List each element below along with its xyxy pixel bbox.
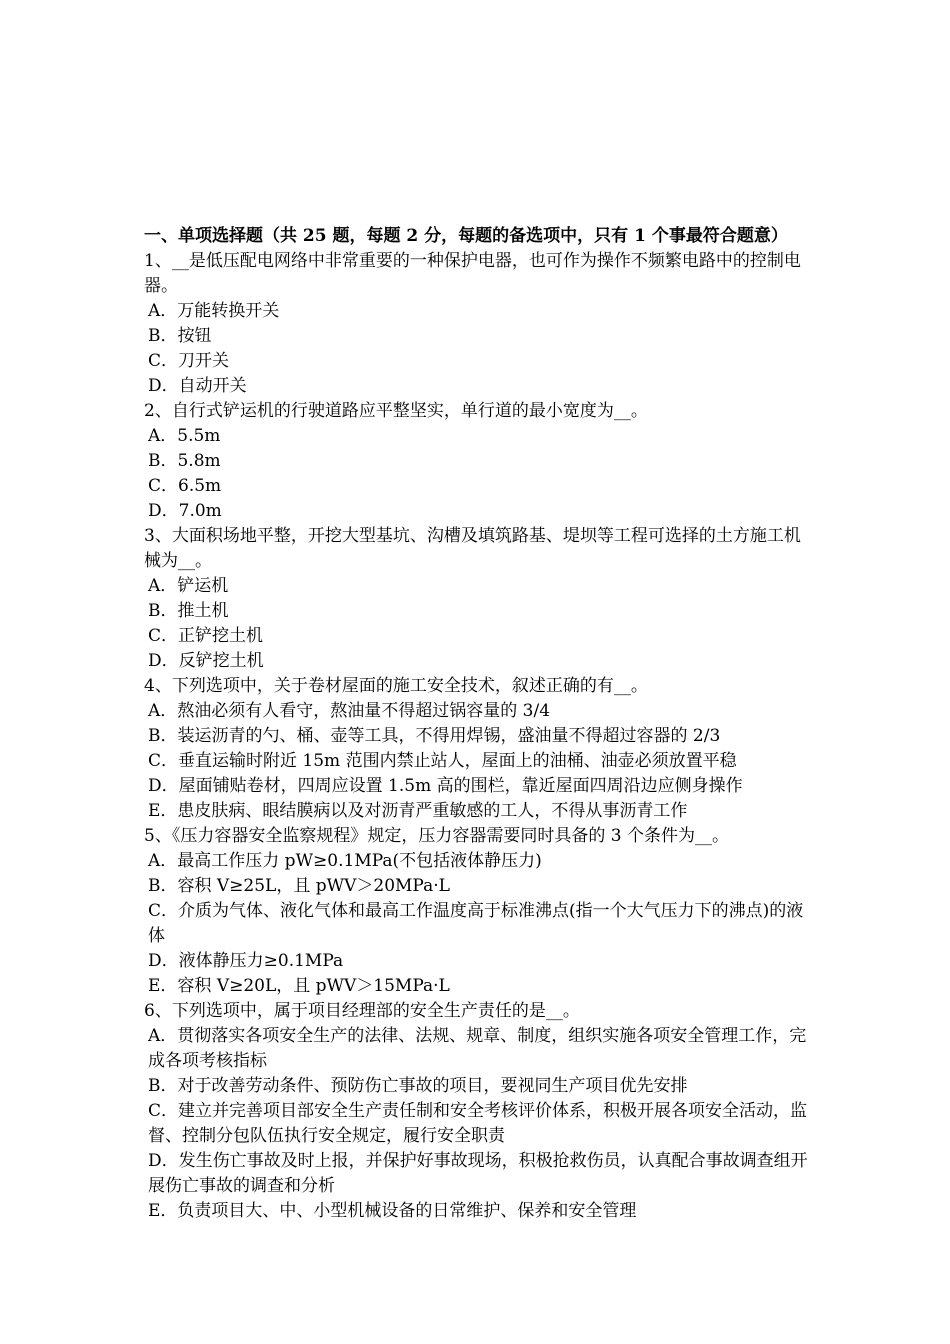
answer-option: E．容积 V≥20L，且 pWV＞15MPa·L	[148, 976, 450, 996]
question-stem: 6、下列选项中，属于项目经理部的安全生产责任的是__。	[144, 1001, 580, 1021]
answer-option: B．按钮	[148, 326, 212, 346]
answer-option: E．患皮肤病、眼结膜病以及对沥青严重敏感的工人，不得从事沥青工作	[148, 801, 688, 821]
answer-option: C．6.5m	[148, 476, 222, 496]
question-block	[144, 399, 810, 524]
question-block	[144, 524, 810, 674]
answer-option: C．刀开关	[148, 351, 230, 371]
question-block	[144, 824, 810, 999]
answer-option: C．建立并完善项目部安全生产责任制和安全考核评价体系，积极开展各项安全活动，监督、控制分包队伍执行安全规定，履行安全职责	[148, 1101, 808, 1146]
answer-option: A．最高工作压力 pW≥0.1MPa(不包括液体静压力)	[148, 851, 542, 871]
question-stem: 3、大面积场地平整，开挖大型基坑、沟槽及填筑路基、堤坝等工程可选择的土方施工机械为__。	[144, 526, 801, 571]
answer-option: D．液体静压力≥0.1MPa	[148, 951, 344, 971]
question-stem: 4、下列选项中，关于卷材屋面的施工安全技术，叙述正确的有__。	[144, 676, 648, 696]
answer-option: A．熬油必须有人看守，熬油量不得超过锅容量的 3/4	[148, 701, 551, 721]
answer-option: D．自动开关	[148, 376, 247, 396]
question-block	[144, 249, 810, 399]
answer-option: B．容积 V≥25L，且 pWV＞20MPa·L	[148, 876, 450, 896]
answer-option: A．万能转换开关	[148, 301, 280, 321]
answer-option: B．推土机	[148, 601, 229, 621]
answer-option: C．垂直运输时附近 15m 范围内禁止站人，屋面上的油桶、油壶必须放置平稳	[148, 751, 737, 771]
answer-option: A．铲运机	[148, 576, 229, 596]
question-block	[144, 674, 810, 824]
answer-option: B．装运沥青的勺、桶、壶等工具，不得用焊锡，盛油量不得超过容器的 2/3	[148, 726, 721, 746]
section-heading: 一、单项选择题（共 25 题，每题 2 分，每题的备选项中，只有 1 个事最符合题意）	[144, 226, 788, 246]
answer-option: A．5.5m	[148, 426, 221, 446]
answer-option: C．正铲挖土机	[148, 626, 264, 646]
question-block	[144, 999, 810, 1224]
question-stem: 5、《压力容器安全监察规程》规定，压力容器需要同时具备的 3 个条件为__。	[144, 826, 729, 846]
answer-option: D．反铲挖土机	[148, 651, 264, 671]
document-body	[144, 224, 810, 1224]
answer-option: E．负责项目大、中、小型机械设备的日常维护、保养和安全管理	[148, 1201, 637, 1221]
answer-option: A．贯彻落实各项安全生产的法律、法规、规章、制度，组织实施各项安全管理工作，完成各项考核指标	[148, 1026, 807, 1071]
answer-option: D．屋面铺贴卷材，四周应设置 1.5m 高的围栏，靠近屋面四周沿边应侧身操作	[148, 776, 743, 796]
answer-option: B．对于改善劳动条件、预防伤亡事故的项目，要视同生产项目优先安排	[148, 1076, 688, 1096]
question-stem: 1、__是低压配电网络中非常重要的一种保护电器，也可作为操作不频繁电路中的控制电器。	[144, 251, 801, 296]
question-stem: 2、自行式铲运机的行驶道路应平整坚实，单行道的最小宽度为__。	[144, 401, 648, 421]
answer-option: D．发生伤亡事故及时上报，并保护好事故现场，积极抢救伤员，认真配合事故调查组开展伤亡事故的调查和分析	[148, 1151, 808, 1196]
answer-option: D．7.0m	[148, 501, 222, 521]
answer-option: C．介质为气体、液化气体和最高工作温度高于标准沸点(指一个大气压力下的沸点)的液体	[148, 901, 804, 946]
answer-option: B．5.8m	[148, 451, 221, 471]
